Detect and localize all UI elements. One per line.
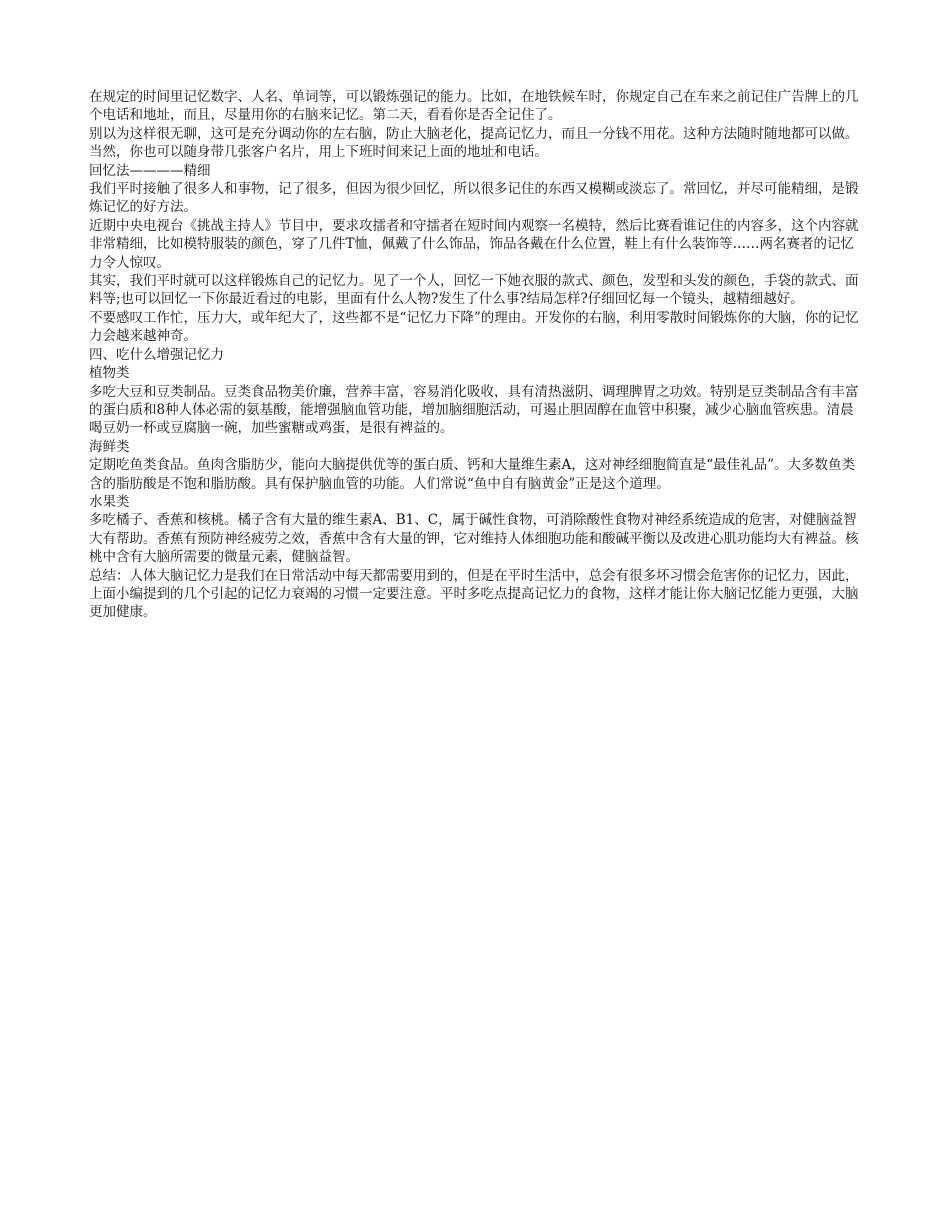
section-heading-what-to-eat: 四、吃什么增强记忆力 [89, 346, 224, 363]
paragraph-left-right-brain: 别以为这样很无聊，这可是充分调动你的左右脑，防止大脑老化，提高记忆力，而且一分钱不用花。这种方法随时随地都可以做。当然，你也可以随身带几张客户名片，用上下班时间来记上面的地址和电话。 [89, 125, 859, 161]
paragraph-fruits-nuts: 多吃橘子、香蕉和核桃。橘子含有大量的维生素A、B1、C，属于碱性食物，可消除酸性食物对神经系统造成的危害，对健脑益智大有帮助。香蕉有预防神经疲劳之效，香蕉中含有大量的钾，它对维持人体细胞功能和酸碱平衡以及改进心肌功能均大有裨益。核桃中含有大脑所需要的微量元素，健脑益智。 [89, 512, 859, 566]
subheading-seafood: 海鲜类 [89, 438, 130, 455]
subheading-plants: 植物类 [89, 365, 130, 382]
paragraph-recall-often: 我们平时接触了很多人和事物，记了很多，但因为很少回忆，所以很多记住的东西又模糊或淡忘了。常回忆，并尽可能精细，是锻炼记忆的好方法。 [89, 181, 859, 216]
section-heading-recall-method: 回忆法————精细 [89, 162, 211, 179]
paragraph-no-excuses: 不要感叹工作忙，压力大，或年纪大了，这些都不是“记忆力下降”的理由。开发你的右脑，利用零散时间锻炼你的大脑，你的记忆力会越来越神奇。 [89, 309, 859, 345]
paragraph-cctv-show: 近期中央电视台《挑战主持人》节目中，要求攻擂者和守擂者在短时间内观察一名模特，然后比赛看谁记住的内容多，这个内容就非常精细，比如模特服装的颜色，穿了几件T恤，佩戴了什么饰品，饰品各戴在什么位置，鞋上有什么装饰等……两名赛者的记忆力令人惊叹。 [89, 217, 859, 271]
paragraph-soy-products: 多吃大豆和豆类制品。豆类食品物美价廉，营养丰富，容易消化吸收，具有清热滋阴、调理脾胃之功效。特别是豆类制品含有丰富的蛋白质和8种人体必需的氨基酸，能增强脑血管功能，增加脑细胞活动，可遏止胆固醇在血管中积聚，减少心脑血管疾患。清晨喝豆奶一杯或豆腐脑一碗，加些蜜糖或鸡蛋，是很有裨益的。 [89, 383, 859, 437]
paragraph-summary: 总结：人体大脑记忆力是我们在日常活动中每天都需要用到的，但是在平时生活中，总会有很多坏习惯会危害你的记忆力，因此，上面小编提到的几个引起的记忆力衰竭的习惯一定要注意。平时多吃点提高记忆力的食物，这样才能让你大脑记忆能力更强，大脑更加健康。 [89, 567, 859, 621]
paragraph-memorize-numbers: 在规定的时间里记忆数字、人名、单词等，可以锻炼强记的能力。比如，在地铁候车时，你规定自己在车来之前记住广告牌上的几个电话和地址，而且，尽量用你的右脑来记忆。第二天，看看你是否全记住了。 [89, 89, 859, 124]
document-body [89, 88, 867, 622]
paragraph-daily-practice: 其实，我们平时就可以这样锻炼自己的记忆力。见了一个人，回忆一下她衣服的款式、颜色，发型和头发的颜色，手袋的款式、面料等;也可以回忆一下你最近看过的电影，里面有什么人物?发生了什么事?结局怎样?仔细回忆每一个镜头，越精细越好。 [89, 273, 859, 308]
subheading-fruits: 水果类 [89, 493, 130, 510]
paragraph-fish: 定期吃鱼类食品。鱼肉含脂肪少，能向大脑提供优等的蛋白质、钙和大量维生素A，这对神经细胞简直是“最佳礼品”。大多数鱼类含的脂肪酸是不饱和脂肪酸。具有保护脑血管的功能。人们常说“鱼中自有脑黄金”正是这个道理。 [89, 457, 856, 492]
